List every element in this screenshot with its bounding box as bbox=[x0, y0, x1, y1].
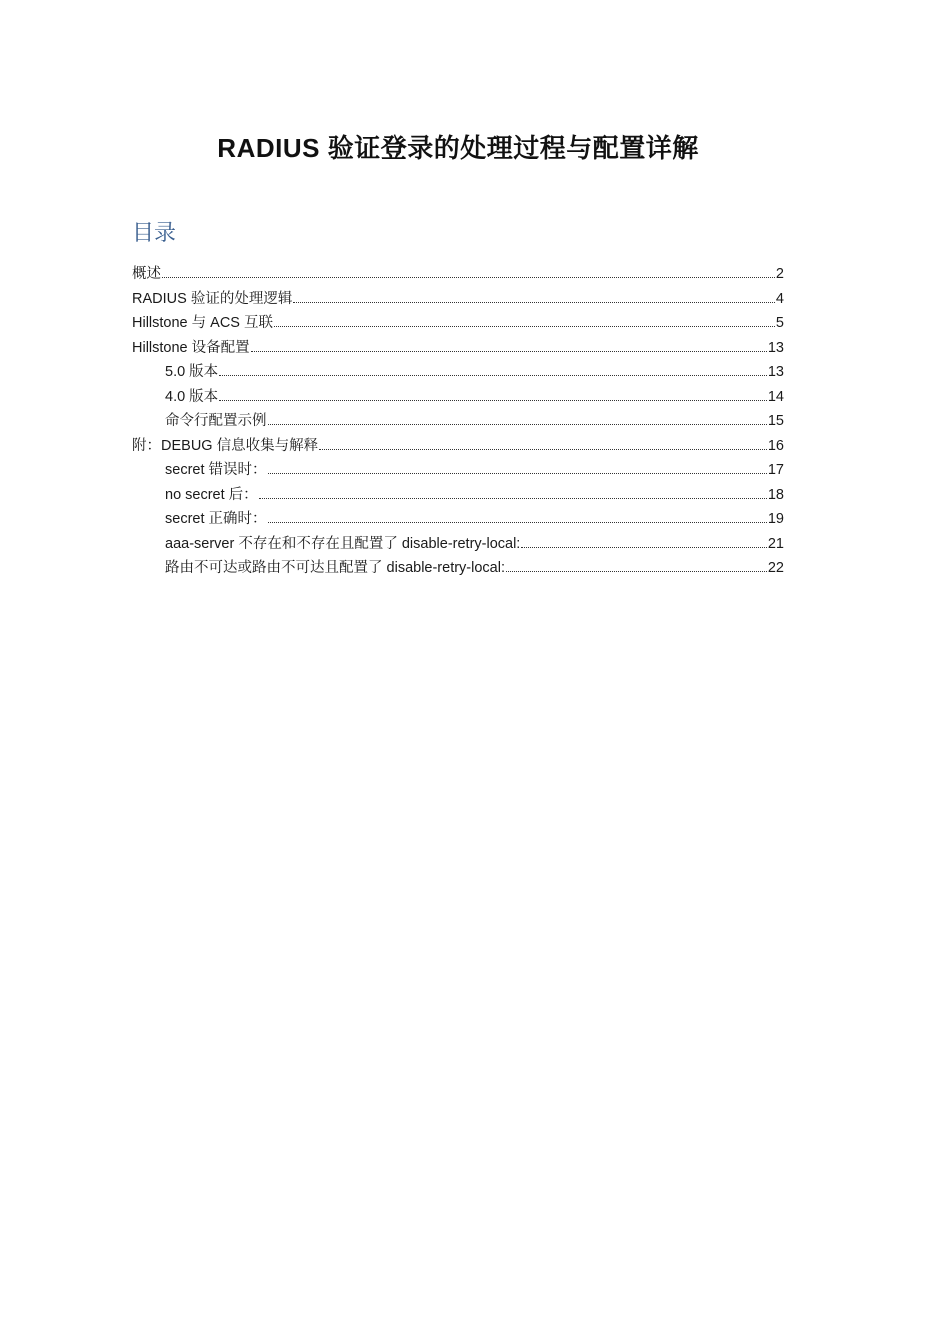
toc-entry-label: secret 正确时： bbox=[165, 511, 267, 527]
toc-dot-leader bbox=[506, 571, 767, 572]
toc-dot-leader bbox=[251, 351, 767, 352]
document-title: RADIUS 验证登录的处理过程与配置详解 bbox=[217, 133, 699, 163]
toc-entry-page-number: 13 bbox=[767, 364, 784, 380]
toc-entry-label: 路由不可达或路由不可达且配置了 disable-retry-local: bbox=[165, 560, 505, 576]
toc-dot-leader bbox=[268, 522, 767, 523]
toc-entry-page-number: 16 bbox=[767, 437, 784, 454]
toc-entry-label: 命令行配置示例 bbox=[165, 413, 267, 429]
toc-dot-leader bbox=[319, 449, 767, 450]
toc-entry-label: 4.0 版本 bbox=[165, 388, 219, 405]
toc-entry[interactable] bbox=[132, 556, 784, 581]
toc-entry[interactable] bbox=[132, 360, 784, 385]
toc-entry[interactable] bbox=[132, 434, 784, 459]
toc-entry-page-number: 13 bbox=[767, 339, 784, 356]
toc-entry[interactable] bbox=[132, 483, 784, 508]
toc-entry-page-number: 22 bbox=[767, 560, 784, 576]
toc-entry[interactable] bbox=[132, 287, 784, 312]
table-of-contents bbox=[132, 262, 784, 581]
toc-entry-page-number: 5 bbox=[775, 315, 784, 331]
toc-entry[interactable] bbox=[132, 507, 784, 532]
toc-dot-leader bbox=[293, 302, 775, 303]
toc-dot-leader bbox=[219, 400, 767, 401]
toc-dot-leader bbox=[162, 277, 775, 278]
toc-entry-label: Hillstone 与 ACS 互联 bbox=[132, 315, 274, 331]
toc-dot-leader bbox=[268, 473, 767, 474]
toc-entry-page-number: 15 bbox=[767, 413, 784, 429]
toc-dot-leader bbox=[219, 375, 767, 376]
toc-dot-leader bbox=[268, 424, 767, 425]
toc-heading: 目录 bbox=[132, 220, 177, 245]
toc-entry-label: no secret 后： bbox=[165, 486, 258, 503]
toc-entry-label: 附：DEBUG 信息收集与解释 bbox=[132, 437, 319, 454]
toc-entry-label: secret 错误时： bbox=[165, 462, 267, 478]
toc-entry-label: Hillstone 设备配置 bbox=[132, 339, 250, 356]
toc-entry[interactable] bbox=[132, 458, 784, 483]
toc-entry-label: 5.0 版本 bbox=[165, 364, 219, 380]
toc-dot-leader bbox=[521, 547, 767, 548]
toc-entry[interactable] bbox=[132, 532, 784, 557]
toc-entry[interactable] bbox=[132, 262, 784, 287]
toc-entry-page-number: 19 bbox=[767, 511, 784, 527]
toc-dot-leader bbox=[274, 326, 775, 327]
toc-entry-page-number: 17 bbox=[767, 462, 784, 478]
toc-entry[interactable] bbox=[132, 311, 784, 336]
toc-entry-label: aaa-server 不存在和不存在且配置了 disable-retry-local: bbox=[165, 535, 521, 552]
toc-entry[interactable] bbox=[132, 336, 784, 361]
toc-entry-page-number: 2 bbox=[775, 266, 784, 282]
toc-entry[interactable] bbox=[132, 385, 784, 410]
toc-entry-label: 概述 bbox=[132, 266, 161, 282]
toc-dot-leader bbox=[259, 498, 767, 499]
toc-entry[interactable] bbox=[132, 409, 784, 434]
toc-entry-page-number: 18 bbox=[767, 486, 784, 503]
toc-entry-page-number: 4 bbox=[775, 290, 784, 307]
toc-entry-page-number: 14 bbox=[767, 388, 784, 405]
toc-entry-page-number: 21 bbox=[767, 535, 784, 552]
toc-entry-label: RADIUS 验证的处理逻辑 bbox=[132, 290, 293, 307]
